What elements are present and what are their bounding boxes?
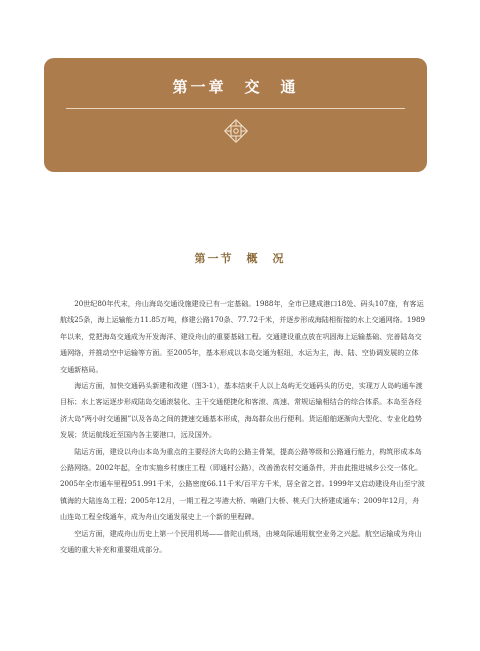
paragraph: 陆运方面，建设以舟山本岛为重点的主要经济大岛的公路主骨架，提高公路等级和公路通行能力，构筑形成本岛公路网络。2002年起，全市实施乡村康庄工程（即通村公路），改善渔农村交通条件，并由此推进城乡公交一体化。2005年全市通车里程951.991千米，公路密度66.11千米/百平方千米，居全省之首。1999年又启动建设舟山至宁波镇海的大陆连岛工程；2005年12月，一期工程之岑港大桥、响礁门大桥、桃夭门大桥建成通车；2009年12月，舟山连岛工程全线通车，成为舟山交通发展史上一个新的里程碑。 (60, 446, 425, 522)
paragraph: 空运方面，建成舟山历史上第一个民用机场——普陀山机场，由境岛际通用航空业务之兴起。航空运输成为舟山交通的重大补充和重要组成部分。 (60, 528, 422, 555)
knot-ornament-icon (223, 118, 249, 144)
body-text (60, 296, 425, 559)
paragraph: 20世纪80年代末，舟山海岛交通设施建设已有一定基础。1988年，全市已建成港口18处、码头107座，有客运航线25条，海上运输能力11.85万吨，修建公路170条、77.72千米，并逐步形成海陆相衔接的水上交通网络。1989年以来，党把海岛交通成为开发海洋、建设舟山的重要基础工程。交通建设重点放在巩固海上运输基础、完善陆岛交通网络，并推动空中运输等方面。至2005年，基本形成以本岛交通为枢纽，水运为主，海、陆、空协调发展的立体交通新格局。 (60, 299, 425, 374)
chapter-banner (44, 58, 427, 172)
banner-divider (66, 108, 405, 109)
paragraph: 海运方面，加快交通码头新建和改建（图3-1），基本结束千人以上岛屿无交通码头的历史，实现万人岛屿通车渡目标；水上客运逐步形成陆岛交通滚装化、主干交通便捷化和客滚、高速、常规运输相结合的综合体系。本岛至各经济大岛“两小时交通圈”以及各岛之间的捷速交通基本形成，海岛群众出行便利。货运船舶逐渐向大型化、专业化趋势发展；货运航线近至国内各主要港口，远及国外。 (60, 381, 423, 440)
chapter-title: 第一章 交 通 (172, 78, 299, 96)
section-title: 第一节 概 况 (194, 252, 286, 265)
